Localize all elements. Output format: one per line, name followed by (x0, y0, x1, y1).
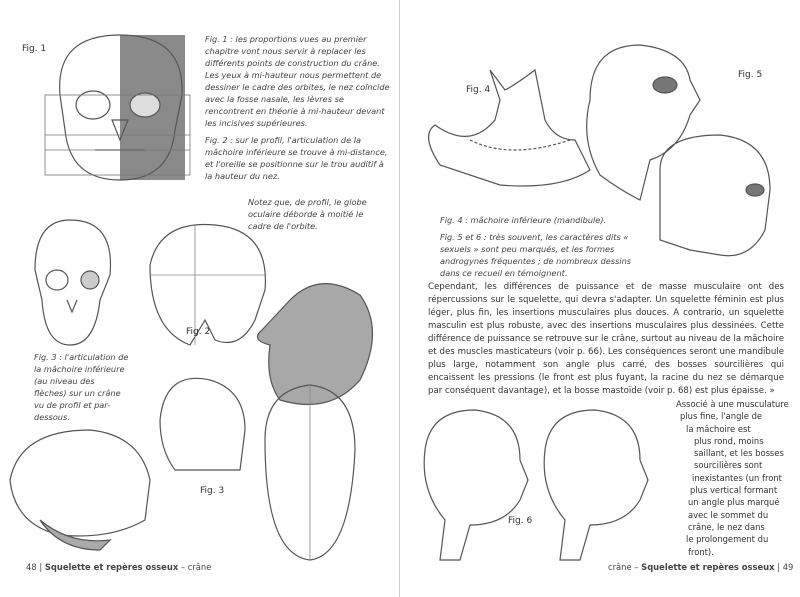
subsection: crâne (187, 562, 212, 572)
side-text (676, 398, 796, 558)
fig1-label: Fig. 1 (22, 44, 47, 54)
fig5-label: Fig. 5 (738, 70, 763, 80)
side-line: la mâchoire est (686, 423, 751, 434)
fig4-mandible-drawing (429, 70, 590, 186)
side-line: sourcilières sont (694, 460, 763, 471)
fig4-fig56-captions (440, 214, 640, 284)
fig1-skull-front-small (35, 220, 111, 345)
subsection: crâne (608, 562, 632, 572)
caption-fig56: Fig. 5 et 6 : très souvent, les caractères dits « sexuels » sont peu marqués, et les formes androgynes fréquentes ; de nombreux dessins dans ce recueil en témoignent. (440, 232, 632, 278)
side-line: inexistantes (un front (692, 472, 782, 483)
page-number: 49 (782, 562, 794, 572)
fig3-label: Fig. 3 (200, 486, 225, 496)
side-line: plus fine, l'angle de (680, 411, 763, 422)
section-title: Squelette et repères osseux (44, 562, 179, 572)
fig6-label: Fig. 6 (508, 516, 533, 526)
caption-fig2: Fig. 2 : sur le profil, l'articulation de la mâchoire inférieure se trouve à mi-distance, et l'oreille se positionne sur le trou auditif à la hauteur du nez. (205, 135, 388, 181)
side-line: avec le sommet du (688, 509, 769, 520)
side-line: crâne, le nez dans (688, 521, 765, 532)
page-number: 48 (26, 562, 37, 572)
section-title: Squelette et repères osseux (641, 562, 775, 572)
fig4-label: Fig. 4 (466, 85, 491, 95)
caption-fig4: Fig. 4 : mâchoire inférieure (mandibule). (440, 215, 607, 225)
side-line: plus vertical formant (690, 485, 778, 496)
caption-fig3: Fig. 3 : l'articulation de la mâchoire inférieure (au niveau des flèches) sur un crâne vu de profil et par-dessous. (34, 352, 129, 422)
footer-left: 48 | Squelette et repères osseux – crâne (26, 562, 212, 572)
caption-fig1: Fig. 1 : les proportions vues au premier chapitre vont nous servir à replacer les différents points de construction du crâne. Les yeux à mi-hauteur nous permettent de dessiner le cadre des orbites, le nez coïncide avec la fosse nasale, les lèvres se rencontrent en théorie à mi-hauteur devant les incisives supérieures. (205, 34, 390, 128)
footer-right: crâne – Squelette et repères osseux | 49 (608, 562, 794, 572)
body-paragraph: Cependant, les différences de puissance et de masse musculaire ont des répercussions sur le squelette, qui devra s'adapter. Un squelette féminin est plus léger, plus fin, les insertions musculaires plus douces. A contrario, un squelette masculin est plus robuste, avec des insertions musculaires plus dessinées. Cette différence de puissance se retrouve sur le crâne, surtout au niveau de la mâchoire et des muscles masticateurs (voir p. 66). Les conséquences seront une mandibule plus large, notamment son angle plus carré, des bosses sourcilières qui encaissent les pressions (le front est plus fuyant, la racine du nez se démarque par conséquent davantage), et la bosse mastoïde (voir p. 68) est plus épaisse. » (428, 282, 784, 396)
note-eye-orbit: Notez que, de profil, le globe oculaire déborde à moitié le cadre de l'orbite. (248, 197, 367, 231)
side-line: plus rond, moins (694, 435, 764, 446)
fig1-skull-front-drawing (45, 35, 190, 180)
fig6-head-profiles (424, 410, 648, 560)
fig2-skull-profile (150, 225, 373, 405)
side-line: front). (688, 546, 714, 557)
side-line: un angle plus marqué (688, 497, 780, 508)
side-line: Associé à une musculature (676, 399, 789, 409)
side-line: saillant, et les bosses (694, 448, 784, 459)
fig1-fig2-captions (205, 33, 390, 187)
side-line: le prolongement du (686, 534, 769, 545)
fig2-label: Fig. 2 (186, 327, 211, 337)
